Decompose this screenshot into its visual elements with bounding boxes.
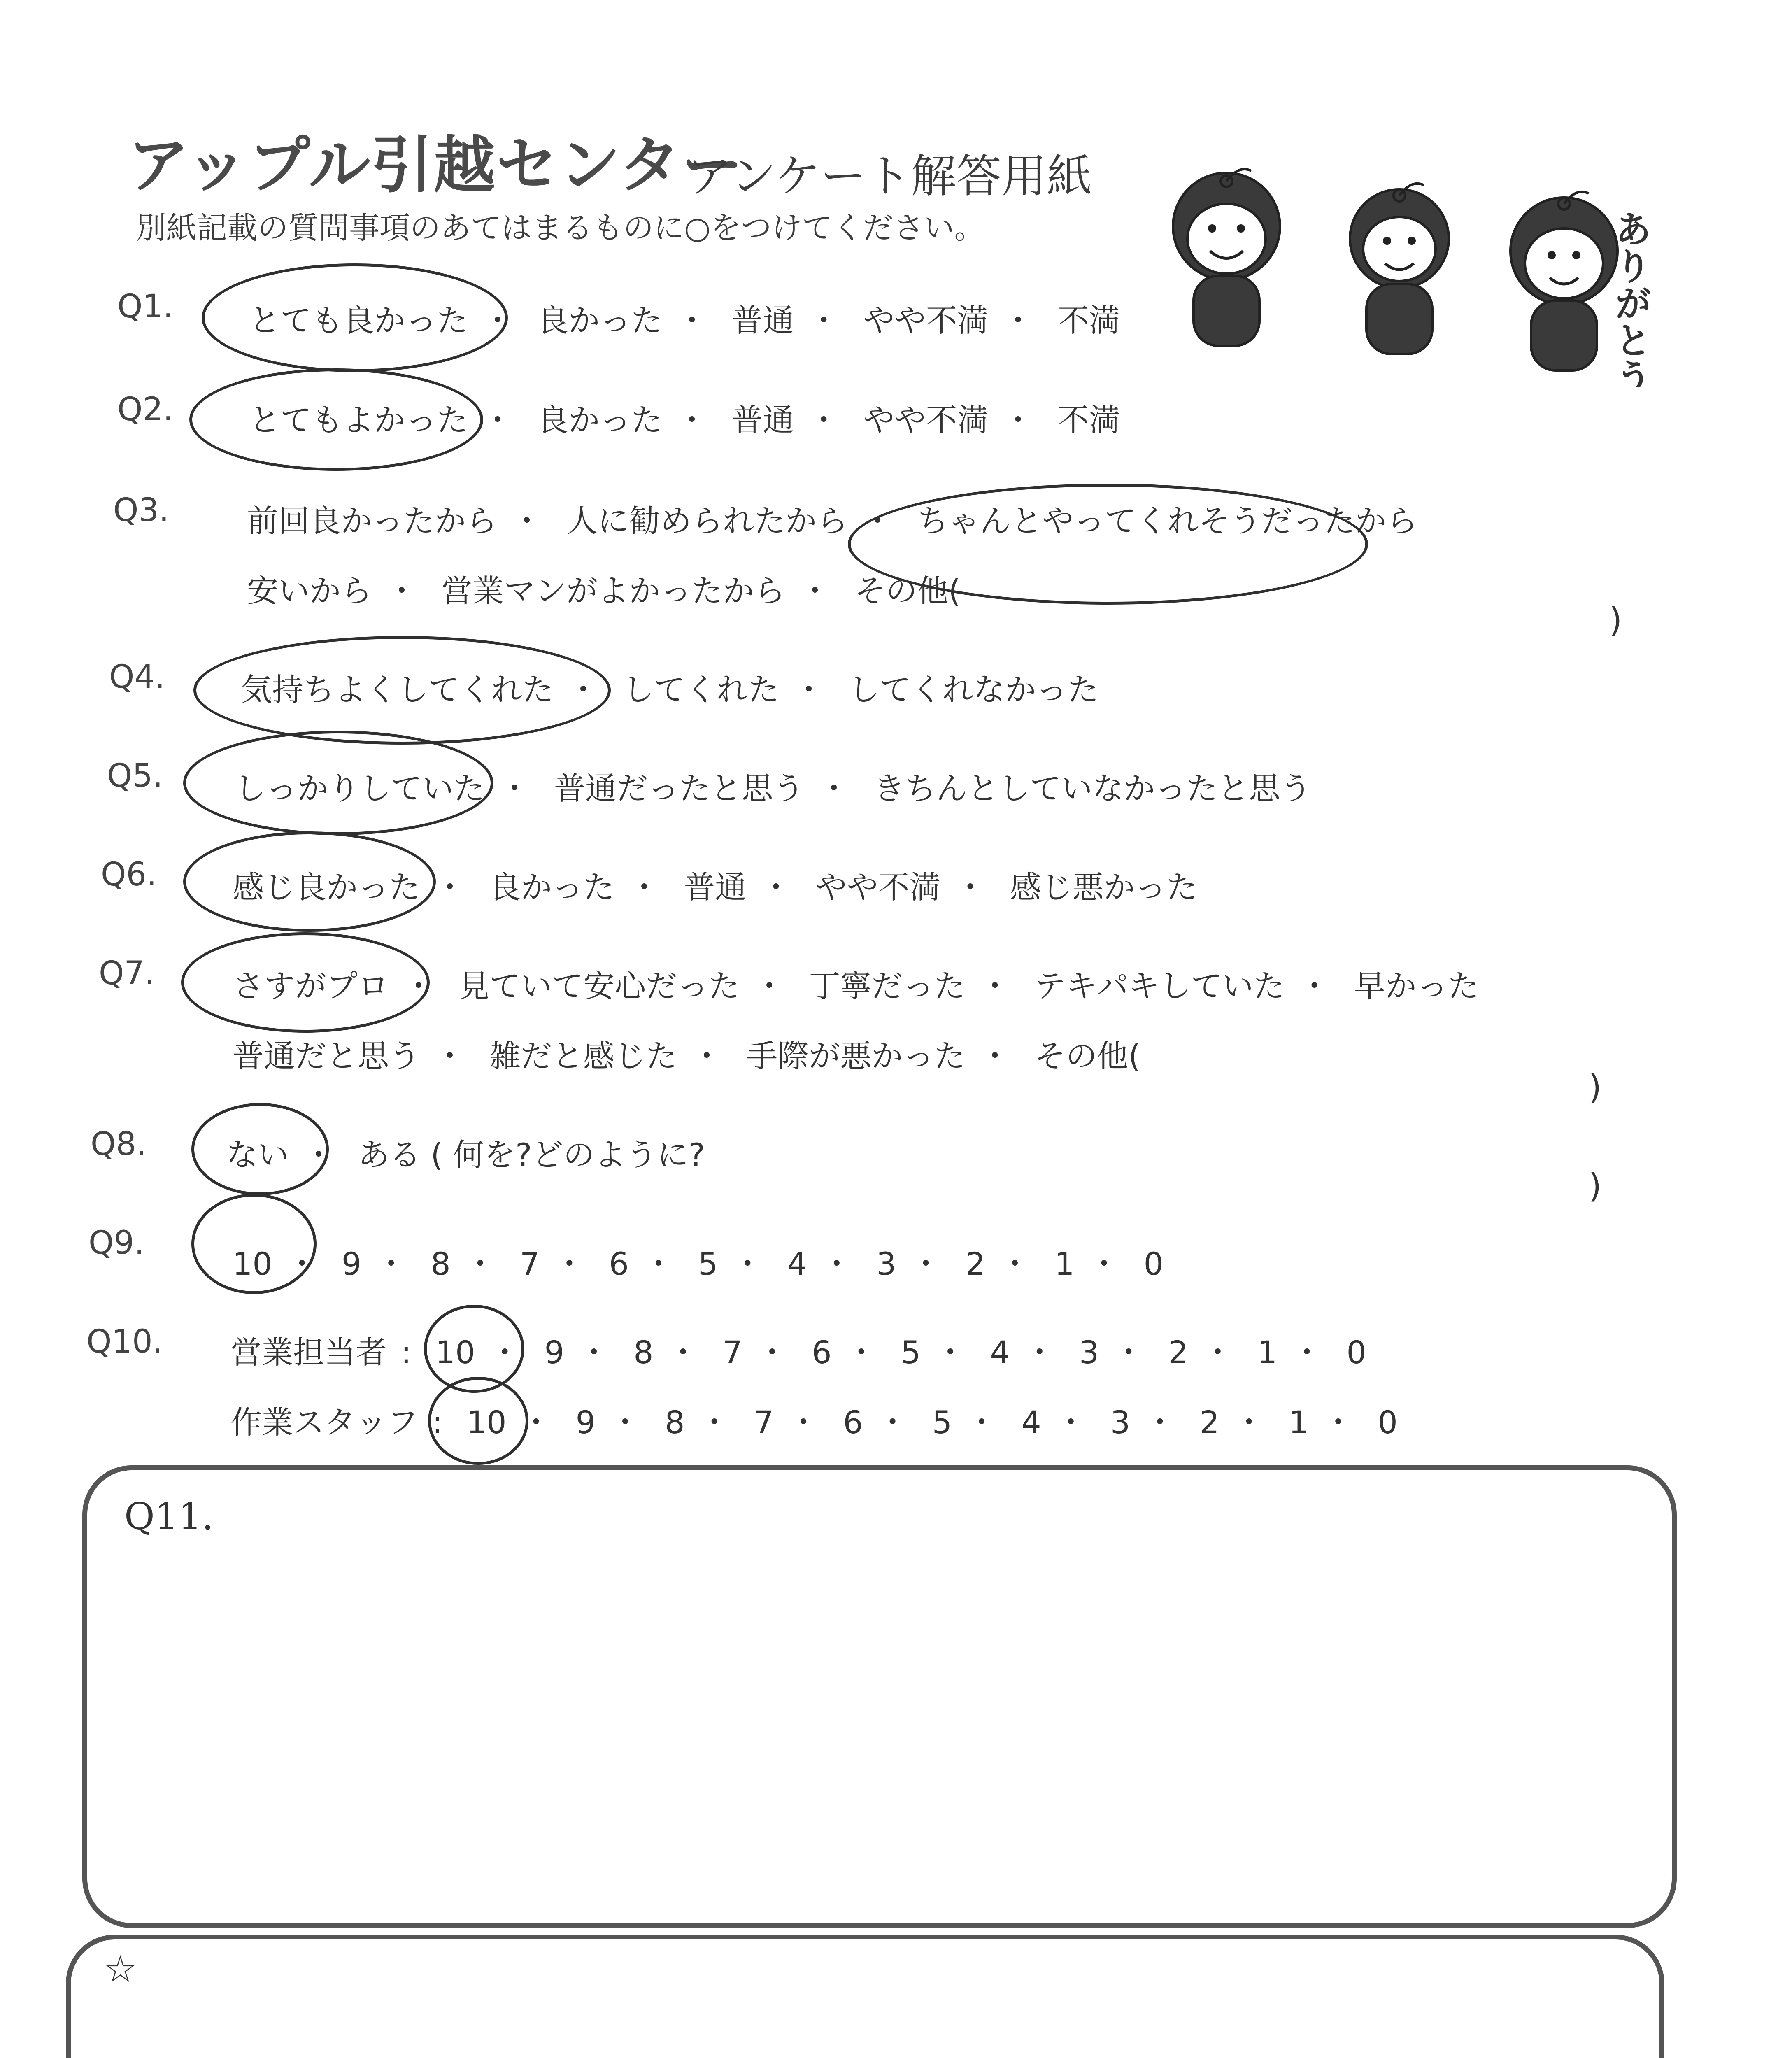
q8-close-paren: ) bbox=[1589, 1167, 1602, 1205]
q10-sales-option-7[interactable]: 7 bbox=[722, 1334, 743, 1371]
q2-option-1[interactable]: とてもよかった bbox=[249, 402, 468, 438]
q10-staff-selection-circle bbox=[428, 1377, 528, 1465]
q10-staff-option-10[interactable]: 10 bbox=[466, 1404, 507, 1441]
q3-option-2[interactable]: 人に勧められたから bbox=[566, 503, 848, 539]
q3-options-line1: 前回良かったから ・ 人に勧められたから ・ ちゃんとやってくれそうだったから bbox=[247, 496, 1417, 541]
q2-option-3[interactable]: 普通 bbox=[731, 402, 794, 438]
q10-sales-row: 営業担当者 : 10 ・ 9 ・ 8 ・ 7 ・ 6 ・ 5 ・ 4 ・ 3 ・ 2 ・ 1 ・ 0 bbox=[230, 1327, 1366, 1372]
q9-selection-circle bbox=[191, 1194, 317, 1294]
q9-option-6[interactable]: 6 bbox=[609, 1246, 629, 1282]
q10-staff-option-4[interactable]: 4 bbox=[1021, 1404, 1041, 1441]
q4-option-1[interactable]: 気持ちよくしてくれた bbox=[241, 671, 554, 708]
q7-option-3[interactable]: 丁寧だった bbox=[809, 968, 966, 1004]
q5-option-2[interactable]: 普通だったと思う bbox=[554, 770, 805, 807]
instruction-text: 別紙記載の質問事項のあてはまるものに○をつけてください。 bbox=[136, 210, 985, 246]
q3-option-4[interactable]: 安いから bbox=[247, 573, 372, 609]
q10-staff-option-0[interactable]: 0 bbox=[1378, 1404, 1398, 1441]
q9-option-4[interactable]: 4 bbox=[787, 1246, 807, 1282]
q10-staff-option-3[interactable]: 3 bbox=[1110, 1404, 1131, 1441]
q6-options: 感じ良かった ・ 良かった ・ 普通 ・ やや不満 ・ 感じ悪かった bbox=[233, 862, 1198, 907]
star-icon: ☆ bbox=[104, 1948, 137, 1991]
q10-sales-option-1[interactable]: 1 bbox=[1257, 1334, 1278, 1371]
q1-options: とても良かった ・ 良かった ・ 普通 ・ やや不満 ・ 不満 bbox=[249, 296, 1120, 340]
q3-label: Q3. bbox=[113, 492, 169, 529]
q6-selection-circle bbox=[183, 831, 436, 932]
q2-selection-circle bbox=[189, 368, 483, 471]
q7-other-close-paren: ) bbox=[1589, 1068, 1602, 1106]
q4-option-2[interactable]: してくれた bbox=[623, 671, 780, 708]
q10-sales-option-3[interactable]: 3 bbox=[1079, 1334, 1099, 1371]
q9-option-10[interactable]: 10 bbox=[233, 1246, 272, 1282]
q9-option-1[interactable]: 1 bbox=[1054, 1246, 1075, 1282]
q7-option-8[interactable]: 手際が悪かった bbox=[746, 1038, 966, 1074]
q10-staff-row: 作業スタッフ : 10 ・ 9 ・ 8 ・ 7 ・ 6 ・ 5 ・ 4 ・ 3 ・ 2 ・ 1 ・ 0 bbox=[230, 1397, 1398, 1442]
q10-sales-option-0[interactable]: 0 bbox=[1346, 1334, 1366, 1371]
q1-option-3[interactable]: 普通 bbox=[731, 302, 794, 339]
q6-option-4[interactable]: やや不満 bbox=[815, 869, 941, 906]
q7-option-1[interactable]: さすがプロ bbox=[233, 968, 389, 1004]
q1-option-2[interactable]: 良かった bbox=[537, 302, 663, 339]
q2-options: とてもよかった ・ 良かった ・ 普通 ・ やや不満 ・ 不満 bbox=[249, 395, 1120, 440]
q7-options-line1: さすがプロ ・ 見ていて安心だった ・ 丁寧だった ・ テキパキしていた ・ 早かった bbox=[233, 961, 1479, 1006]
q10-sales-label: 営業担当者 bbox=[230, 1334, 387, 1371]
q4-option-3[interactable]: してくれなかった bbox=[848, 671, 1099, 708]
q10-staff-option-2[interactable]: 2 bbox=[1199, 1404, 1219, 1441]
q6-option-1[interactable]: 感じ良かった bbox=[233, 869, 420, 906]
q3-option-other[interactable]: その他( bbox=[854, 573, 961, 609]
q7-selection-circle bbox=[181, 932, 430, 1033]
q10-staff-option-6[interactable]: 6 bbox=[843, 1404, 863, 1441]
q10-staff-option-9[interactable]: 9 bbox=[575, 1404, 596, 1441]
q10-label: Q10. bbox=[86, 1323, 163, 1360]
q4-selection-circle bbox=[193, 636, 611, 745]
q10-staff-option-1[interactable]: 1 bbox=[1288, 1404, 1309, 1441]
q5-selection-circle bbox=[183, 731, 493, 835]
q10-sales-option-5[interactable]: 5 bbox=[901, 1334, 921, 1371]
q1-option-4[interactable]: やや不満 bbox=[863, 302, 989, 339]
q5-option-3[interactable]: きちんとしていなかったと思う bbox=[873, 770, 1312, 807]
q10-sales-option-8[interactable]: 8 bbox=[633, 1334, 654, 1371]
q8-options: ない ・ ある ( 何を?どのように? bbox=[226, 1130, 705, 1175]
q2-option-5[interactable]: 不満 bbox=[1057, 402, 1120, 438]
monkey-mascot-illustration bbox=[1144, 156, 1700, 387]
q8-label: Q8. bbox=[91, 1126, 147, 1163]
q4-label: Q4. bbox=[109, 659, 165, 696]
q1-selection-circle bbox=[202, 263, 508, 372]
q9-option-7[interactable]: 7 bbox=[519, 1246, 540, 1282]
q10-staff-option-8[interactable]: 8 bbox=[665, 1404, 685, 1441]
mascot-thanks-text: ありがとう bbox=[1608, 210, 1652, 387]
q9-option-0[interactable]: 0 bbox=[1143, 1246, 1164, 1282]
q9-option-3[interactable]: 3 bbox=[876, 1246, 896, 1282]
q9-option-2[interactable]: 2 bbox=[965, 1246, 985, 1282]
q8-option-2[interactable]: ある ( 何を?どのように? bbox=[358, 1136, 705, 1173]
q10-staff-option-5[interactable]: 5 bbox=[932, 1404, 952, 1441]
q9-option-5[interactable]: 5 bbox=[698, 1246, 718, 1282]
q7-label: Q7. bbox=[99, 955, 155, 992]
q2-label: Q2. bbox=[117, 391, 173, 428]
q3-option-3[interactable]: ちゃんとやってくれそうだったから bbox=[917, 503, 1418, 539]
q6-option-2[interactable]: 良かった bbox=[489, 869, 615, 906]
q10-staff-option-7[interactable]: 7 bbox=[754, 1404, 774, 1441]
star-comment-box[interactable] bbox=[66, 1935, 1664, 2058]
q1-label: Q1. bbox=[117, 288, 173, 325]
q5-option-1[interactable]: しっかりしていた bbox=[235, 770, 485, 807]
q2-option-2[interactable]: 良かった bbox=[537, 402, 663, 438]
q3-option-5[interactable]: 営業マンがよかったから bbox=[441, 573, 786, 609]
q3-options-line2: 安いから ・ 営業マンがよかったから ・ その他( bbox=[247, 566, 961, 611]
q11-comment-box[interactable] bbox=[82, 1465, 1677, 1928]
q4-options: 気持ちよくしてくれた ・ してくれた ・ してくれなかった bbox=[241, 665, 1098, 710]
q10-staff-label: 作業スタッフ bbox=[230, 1404, 418, 1441]
q7-option-other[interactable]: その他( bbox=[1034, 1038, 1141, 1074]
q3-other-close-paren: ) bbox=[1609, 601, 1622, 639]
q9-options: 10 ・ 9 ・ 8 ・ 7 ・ 6 ・ 5 ・ 4 ・ 3 ・ 2 ・ 1 ・ 0 bbox=[233, 1246, 1164, 1282]
q10-sales-option-2[interactable]: 2 bbox=[1168, 1334, 1188, 1371]
form-title: アップル引越センター bbox=[128, 130, 744, 201]
q3-option-1[interactable]: 前回良かったから bbox=[247, 503, 497, 539]
q7-option-4[interactable]: テキパキしていた bbox=[1034, 968, 1285, 1004]
q7-options-line2: 普通だと思う ・ 雑だと感じた ・ 手際が悪かった ・ その他( bbox=[233, 1031, 1140, 1076]
q7-option-2[interactable]: 見ていて安心だった bbox=[458, 968, 740, 1004]
q6-option-5[interactable]: 感じ悪かった bbox=[1010, 869, 1198, 906]
q1-option-5[interactable]: 不満 bbox=[1057, 302, 1120, 339]
q10-sales-option-4[interactable]: 4 bbox=[990, 1334, 1010, 1371]
q7-option-6[interactable]: 普通だと思う bbox=[233, 1038, 420, 1074]
q10-sales-option-6[interactable]: 6 bbox=[812, 1334, 832, 1371]
q7-option-7[interactable]: 雑だと感じた bbox=[489, 1038, 677, 1074]
q6-option-3[interactable]: 普通 bbox=[684, 869, 747, 906]
q11-label: Q11. bbox=[124, 1495, 214, 1538]
q2-option-4[interactable]: やや不満 bbox=[863, 402, 989, 438]
q6-label: Q6. bbox=[101, 856, 157, 893]
q9-option-9[interactable]: 9 bbox=[341, 1246, 362, 1282]
q10-sales-option-9[interactable]: 9 bbox=[544, 1334, 565, 1371]
form-subtitle: アンケート解答用紙 bbox=[687, 150, 1092, 203]
q9-option-8[interactable]: 8 bbox=[431, 1246, 451, 1282]
q5-label: Q5. bbox=[107, 757, 163, 794]
q1-option-1[interactable]: とても良かった bbox=[249, 302, 468, 339]
q8-option-1[interactable]: ない bbox=[226, 1136, 289, 1173]
q8-selection-circle bbox=[191, 1103, 329, 1195]
q5-options: しっかりしていた ・ 普通だったと思う ・ きちんとしていなかったと思う bbox=[235, 764, 1311, 808]
q9-label: Q9. bbox=[88, 1225, 144, 1262]
q7-option-5[interactable]: 早かった bbox=[1354, 968, 1479, 1004]
q10-sales-option-10[interactable]: 10 bbox=[435, 1334, 475, 1371]
